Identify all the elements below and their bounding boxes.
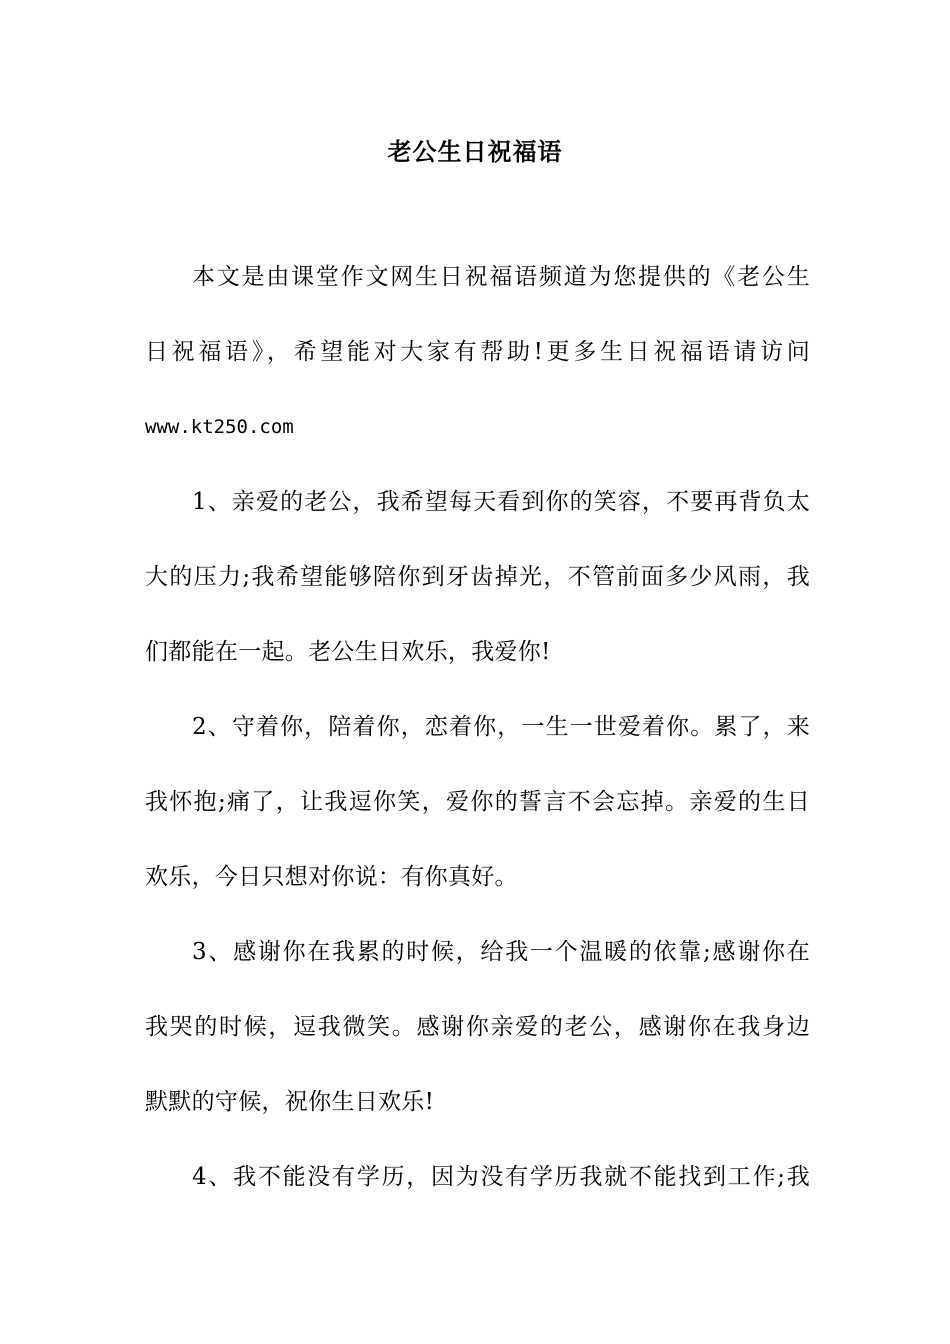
website-link-text: www.kt250.com [145, 416, 294, 438]
text-line: 们都能在一起。老公生日欢乐，我爱你! [145, 639, 551, 665]
text-line: 2、守着你，陪着你，恋着你，一生一世爱着你。累了，来 [192, 714, 810, 740]
text-line: 3、感谢你在我累的时候，给我一个温暖的依靠;感谢你在 [192, 939, 810, 965]
text-line: 1、亲爱的老公，我希望每天看到你的笑容，不要再背负太 [192, 489, 810, 515]
text-line: 大的压力;我希望能够陪你到牙齿掉光，不管前面多少风雨，我 [145, 564, 810, 590]
text-line: 默默的守候，祝你生日欢乐! [145, 1089, 435, 1115]
document-body [145, 252, 810, 1227]
document-title: 老公生日祝福语 [387, 138, 563, 166]
text-line: 我怀抱;痛了，让我逗你笑，爱你的誓言不会忘掉。亲爱的生日 [145, 789, 810, 815]
text-line: 欢乐，今日只想对你说：有你真好。 [145, 864, 518, 890]
text-line: 本文是由课堂作文网生日祝福语频道为您提供的《老公生 [192, 264, 810, 290]
text-line: 我哭的时候，逗我微笑。感谢你亲爱的老公，感谢你在我身边 [145, 1014, 810, 1040]
text-line: 日祝福语》，希望能对大家有帮助!更多生日祝福语请访问 [145, 339, 810, 365]
text-line: 4、我不能没有学历，因为没有学历我就不能找到工作;我 [192, 1164, 810, 1190]
